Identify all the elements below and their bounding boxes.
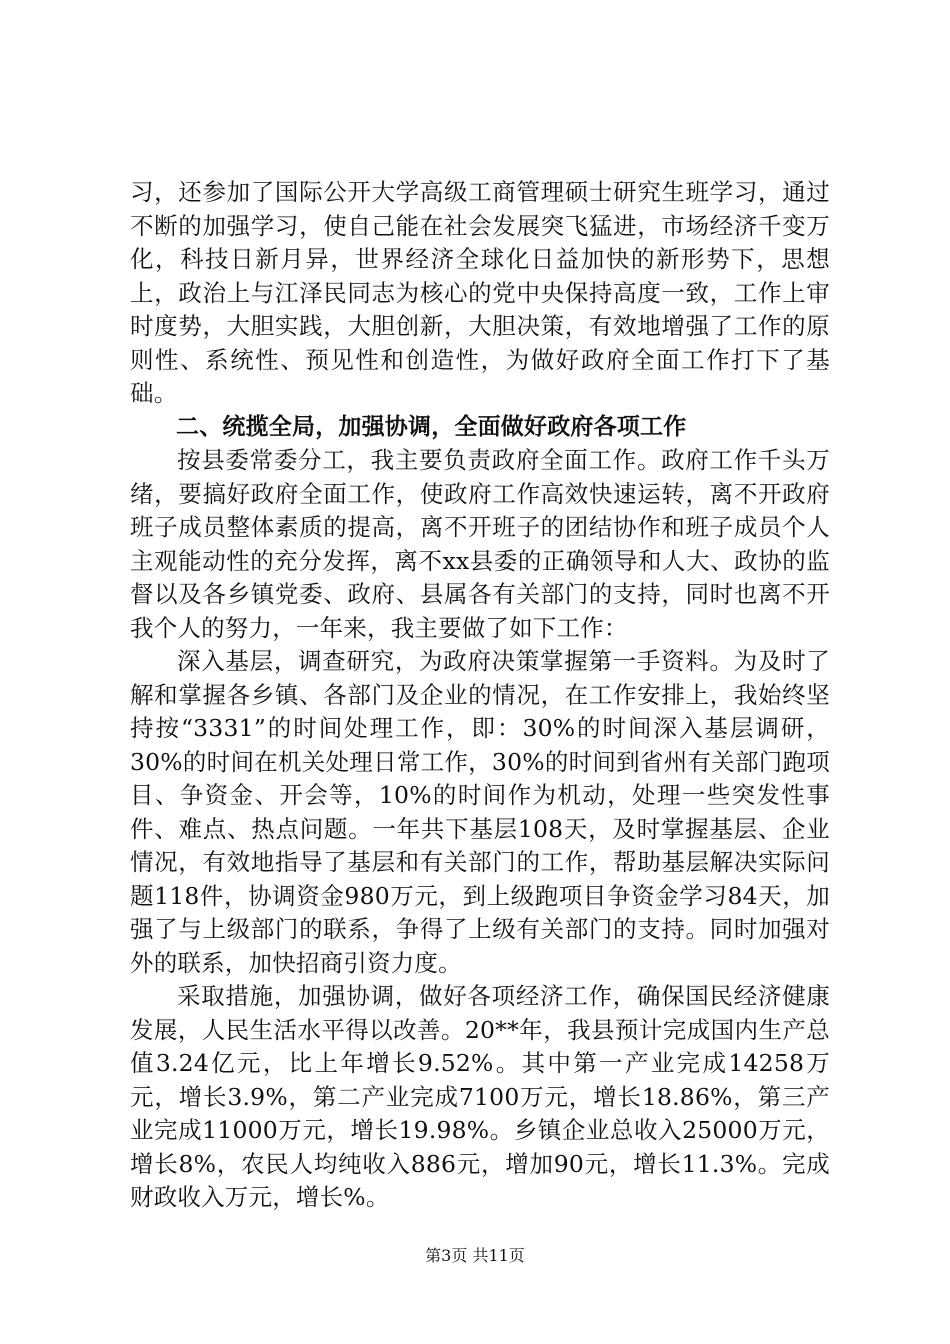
paragraph-duties: 按县委常委分工，我主要负责政府全面工作。政府工作千头万绪，要搞好政府全面工作，使政府工作高效快速运转，离不开政府班子成员整体素质的提高，离不开班子的团结协作和班子成员个人主观能动性的充分发挥，离不xx县委的正确领导和人大、政协的监督以及各乡镇党委、政府、县属各有关部门的支持，同时也离不开我个人的努力，一年来，我主要做了如下工作：	[130, 446, 830, 642]
paragraph-grassroots-research: 深入基层，调查研究，为政府决策掌握第一手资料。为及时了解和掌握各乡镇、各部门及企业的情况，在工作安排上，我始终坚持按“3331”的时间处理工作，即：30%的时间深入基层调研，30%的时间在机关处理日常工作，30%的时间到省州有关部门跑项目、争资金、开会等，10%的时间作为机动，处理一些突发性事件、难点、热点问题。一年共下基层108天，及时掌握基层、企业情况，有效地指导了基层和有关部门的工作，帮助基层解决实际问题118件，协调资金980万元，到上级跑项目争资金学习84天，加强了与上级部门的联系，争得了上级有关部门的支持。同时加强对外的联系，加快招商引资力度。	[130, 647, 830, 977]
document-body	[130, 176, 830, 1215]
page-footer: 第3页 共11页	[425, 1246, 525, 1265]
section-heading: 二、统揽全局，加强协调，全面做好政府各项工作	[176, 413, 687, 440]
paragraph-economic-work: 采取措施，加强协调，做好各项经济工作，确保国民经济健康发展，人民生活水平得以改善。20**年，我县预计完成国内生产总值3.24亿元，比上年增长9.52%。其中第一产业完成14258万元，增长3.9%，第二产业完成7100万元，增长18.86%，第三产业完成11000万元，增长19.98%。乡镇企业总收入25000万元，增长8%，农民人均纯收入886元，增加90元，增长11.3%。完成财政收入万元，增长%。	[130, 982, 830, 1211]
paragraph-continuation: 习，还参加了国际公开大学高级工商管理硕士研究生班学习，通过不断的加强学习，使自己能在社会发展突飞猛进，市场经济千变万化，科技日新月异，世界经济全球化日益加快的新形势下，思想上，政治上与江泽民同志为核心的党中央保持高度一致，工作上审时度势，大胆实践，大胆创新，大胆决策，有效地增强了工作的原则性、系统性、预见性和创造性，为做好政府全面工作打下了基础。	[130, 178, 830, 407]
